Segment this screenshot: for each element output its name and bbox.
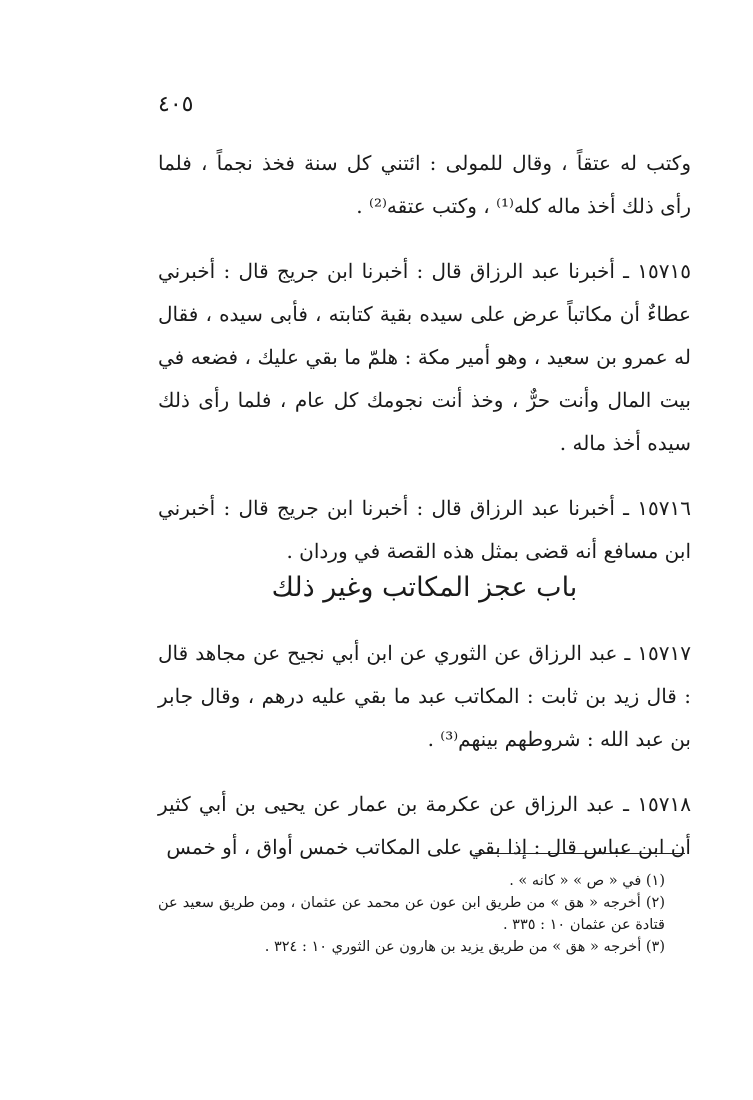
- hadith-15716: ١٥٧١٦ ـ أخبرنا عبد الرزاق قال : أخبرنا ابن جريج قال : أخبرني ابن مسافع أنه قضى بمثل هذه القصة في وردان .: [158, 496, 691, 563]
- footnote-1: (١) في « ص » « كانه » .: [509, 873, 665, 889]
- paragraph-continuation: وكتب له عتقاً ، وقال للمولى : ائتني كل سنة فخذ نجماً ، فلما رأى ذلك أخذ ماله كله⁽¹⁾ ، وكتب عتقه⁽²⁾ .: [158, 151, 691, 218]
- hadith-15717: ١٥٧١٧ ـ عبد الرزاق عن الثوري عن ابن أبي نجيح عن مجاهد قال : قال زيد بن ثابت : المكاتب عبد ما بقي عليه درهم ، وقال جابر بن عبد الله : شروطهم بينهم⁽³⁾ .: [158, 641, 691, 751]
- hadith-15718: ١٥٧١٨ ـ عبد الرزاق عن عكرمة بن عمار عن يحيى بن أبي كثير أن ابن عباس قال : إذا بقي على المكاتب خمس أواق ، أو خمس: [158, 792, 691, 859]
- footnote-divider: [475, 853, 685, 854]
- chapter-heading: باب عجز المكاتب وغير ذلك: [271, 572, 578, 603]
- upper-text: [158, 142, 691, 573]
- page-number: ٤٠٥: [158, 92, 194, 117]
- footnote-2: (٢) أخرجه « هق » من طريق ابن عون عن محمد عن عثمان ، ومن طريق سعيد عن قتادة عن عثمان ١٠ : ٣٣٥ .: [158, 895, 665, 933]
- footnotes: [158, 870, 691, 958]
- lower-text: [158, 632, 691, 869]
- footnote-3: (٣) أخرجه « هق » من طريق يزيد بن هارون عن الثوري ١٠ : ٣٢٤ .: [264, 939, 665, 955]
- hadith-15715: ١٥٧١٥ ـ أخبرنا عبد الرزاق قال : أخبرنا ابن جريج قال : أخبرني عطاءٌ أن مكاتباً عرض على سيده بقية كتابته ، فأبى سيده ، فقال له عمرو بن سعيد ، وهو أمير مكة : هلمّ ما بقي عليك ، فضعه في بيت المال وأنت حرٌّ ، وخذ أنت نجومك كل عام ، فلما رأى ذلك سيده أخذ ماله .: [158, 259, 691, 455]
